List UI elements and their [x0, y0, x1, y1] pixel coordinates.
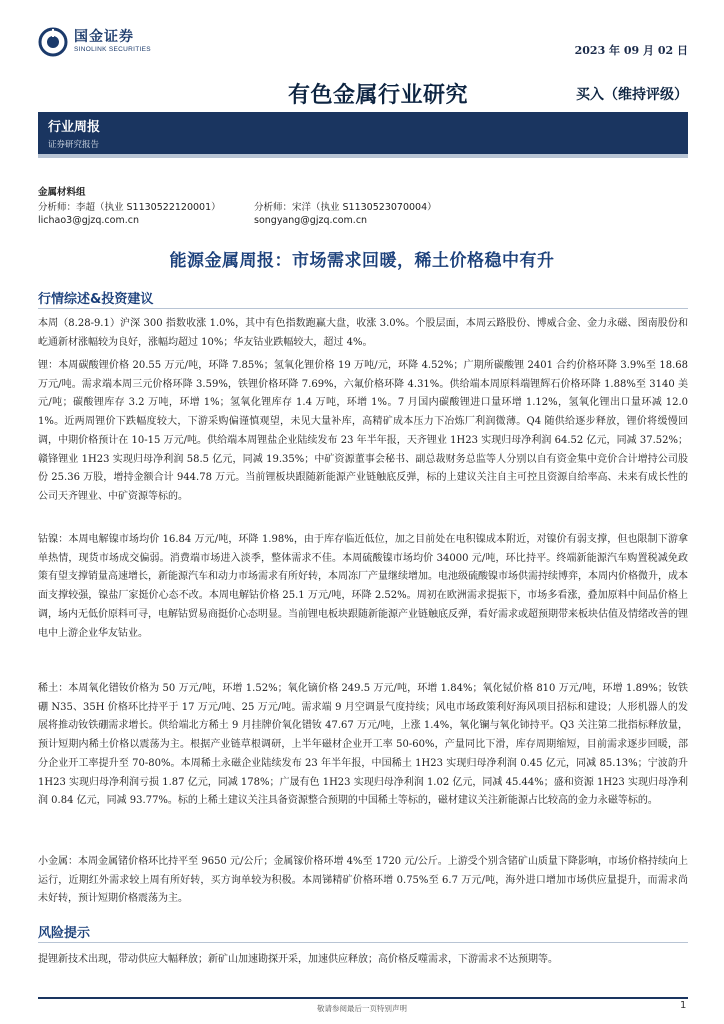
rating-badge: 买入（维持评级） [576, 87, 688, 103]
footer-divider [38, 997, 688, 999]
paragraph-market-summary: 本周（8.28-9.1）沪深 300 指数收涨 1.0%，其中有色指数跑赢大盘，收涨 3.0%。个股层面，本周云路股份、博威合金、金力永磁、图南股份和屹通新材涨幅较为良好，涨幅均超过 10%；华友钴业跌幅较大，超过 4%。 [38, 318, 688, 348]
header-band [38, 112, 688, 154]
logo-subtitle: SINOLINK SECURITIES [74, 46, 151, 54]
analyst-1-email[interactable]: lichao3@gjzq.com.cn [38, 215, 139, 226]
section-risk-divider [38, 942, 688, 943]
paragraph-lithium: 锂：本周碳酸锂价格 20.55 万元/吨，环降 7.85%；氢氧化锂价格 19 万吨/元，环降 4.52%；广期所碳酸锂 2401 合约价格环降 3.9%至 18.68 万元/吨。需求端本周三元价格环降 3.59%，铁锂价格环降 7.69%，六氟价格环降 4.31%。供给端本周原料端锂辉石价格环降 1.88%至 3140 美元/吨；碳酸锂库存 3.2 万吨，环增 1%；氢氧化锂库存 1.4 万吨，环增 1%。7 月国内碳酸锂进口量环增 1.12%，氢氧化锂出口量环减 12.01%。近两周锂价下跌幅度较大，下游采购偏谨慎观望，未见大量补库，高精矿成本压力下冶炼厂利润微薄。Q4 随供给逐步释放，锂价将缓慢回调，中期价格预计在 10-15 万元/吨。供给端本周锂盐企业陆续发布 23 年半年报，天齐锂业 1H23 实现归母净利润 64.52 亿元，同减 37.52%；赣锋锂业 1H23 实现归母净利润 58.5 亿元，同减 19.35%；中矿资源董事会秘书、副总裁财务总监等人分别以自有资金集中竞价合计增持公司股份 25.36 万股，增持金额合计 944.78 万元。当前锂板块跟随新能源产业链触底反弹，标的上建议关注自主可控且资源自给率高、未来有成长性的公司天齐锂业、中矿资源等标的。 [38, 360, 688, 502]
analyst-2-label: 分析师：宋洋（执业 S1130523070004） [254, 202, 437, 213]
industry-title: 有色金属行业研究 [288, 83, 469, 108]
report-date: 2023 年 09 月 02 日 [574, 44, 688, 57]
section-overview-divider [38, 308, 688, 309]
analyst-2-email[interactable]: songyang@gjzq.com.cn [254, 215, 368, 226]
section-risk-title: 风险提示 [38, 926, 91, 941]
report-title: 能源金属周报：市场需求回暖，稀土价格稳中有升 [169, 251, 555, 271]
report-category-label: 证券研究报告 [48, 140, 100, 150]
analyst-group: 金属材料组 [38, 187, 86, 198]
logo-name: 国金证券 [74, 29, 134, 46]
paragraph-risk: 提锂新技术出现，带动供应大幅释放；新矿山加速勘探开采，加速供应释放；高价格反噬需求，下游需求不达预期等。 [38, 954, 558, 965]
paragraph-cobalt-nickel: 钴镍：本周电解镍市场均价 16.84 万元/吨，环降 1.98%，由于库存临近低位，加之目前处在电积镍成本附近，对镍价有弱支撑，但也限制下游拿单热情，现货市场成交偏弱。消费端市场进入淡季，整体需求不佳。本周硫酸镍市场均价 34000 元/吨，环比持平。终端新能源汽车购置税减免政策有望支撑销量高速增长，新能源汽车和动力市场需求有所好转，本周冻厂产量继续增加。电池级硫酸镍市场供需持续博弈，本周内价格微升，成本面支撑较强，镍盐厂家挺价心态不改。本周电解钴价格 25.1 万元/吨，环降 2.52%。周初在欧洲需求提振下，市场多看涨，叠加原料中间品价格上调，场内无低价原料可寻，电解钴贸易商挺价心态明显。当前锂电板块跟随新能源产业链触底反弹，看好需求或超预期带来板块估值及情绪改善的锂电中上游企业华友钴业。 [38, 534, 688, 639]
title-row [0, 78, 724, 112]
paragraph-minor-metals: 小金属：本周金属锗价格环比持平至 9650 元/公斤；金属镓价格环增 4%至 1720 元/公斤。上游受个别含锗矿山质量下降影响，市场价格持续向上运行，近期红外需求较上周有所好转，买方询单较为积极。本周锑精矿价格环增 0.75%至 6.7 万元/吨，海外进口增加市场供应量提升，而需求尚未好转，预计短期价格震荡为主。 [38, 856, 688, 905]
sinolink-logo-icon [38, 27, 68, 57]
footer-disclaimer-note[interactable]: 敬请参阅最后一页特别声明 [317, 1004, 407, 1013]
paragraph-rare-earth: 稀土：本周氧化镨钕价格为 50 万元/吨，环增 1.52%；氧化镝价格 249.5 万元/吨，环增 1.84%；氧化铽价格 810 万元/吨，环增 1.89%；钕铁硼 N35、35H 价格环比持平于 17 万元/吨、25 万元/吨。需求端 9 月空调景气度持续；风电市场政策利好海风项目招标和建设；人形机器人的发展将推动钕铁硼需求增长。供给端北方稀土 9 月挂牌价氧化镨钕 47.67 万元/吨，上涨 1.4%，氧化镧与氧化铈持平。Q3 关注第二批指标释放量，预计短期内稀土价格以震荡为主。根据产业链草根调研，上半年磁材企业开工率 50-60%，产量同比下滑，库存周期缩短，目前需求逐步回暖，部分企业开工率提升至 70-80%。本周稀土永磁企业陆续发布 23 年半年报，中国稀土 1H23 实现归母净利润 0.45 亿元，同减 85.13%；宁波韵升 1H23 实现归母净利润亏损 1.87 亿元，同减 178%；广晟有色 1H23 实现归母净利润 1.02 亿元，同减 45.44%；盛和资源 1H23 实现归母净利润 0.84 亿元，同减 93.77%。标的上稀土建议关注具备资源整合预期的中国稀土等标的，磁材建议关注新能源占比较高的金力永磁等标的。 [38, 683, 688, 807]
section-overview-title: 行情综述&投资建议 [38, 292, 154, 307]
report-type-label: 行业周报 [48, 120, 101, 135]
analyst-1-label: 分析师：李超（执业 S1130522120001） [38, 202, 221, 213]
page-number: 1 [680, 1000, 687, 1011]
header-band-accent [38, 154, 688, 158]
brand-logo [38, 26, 151, 58]
